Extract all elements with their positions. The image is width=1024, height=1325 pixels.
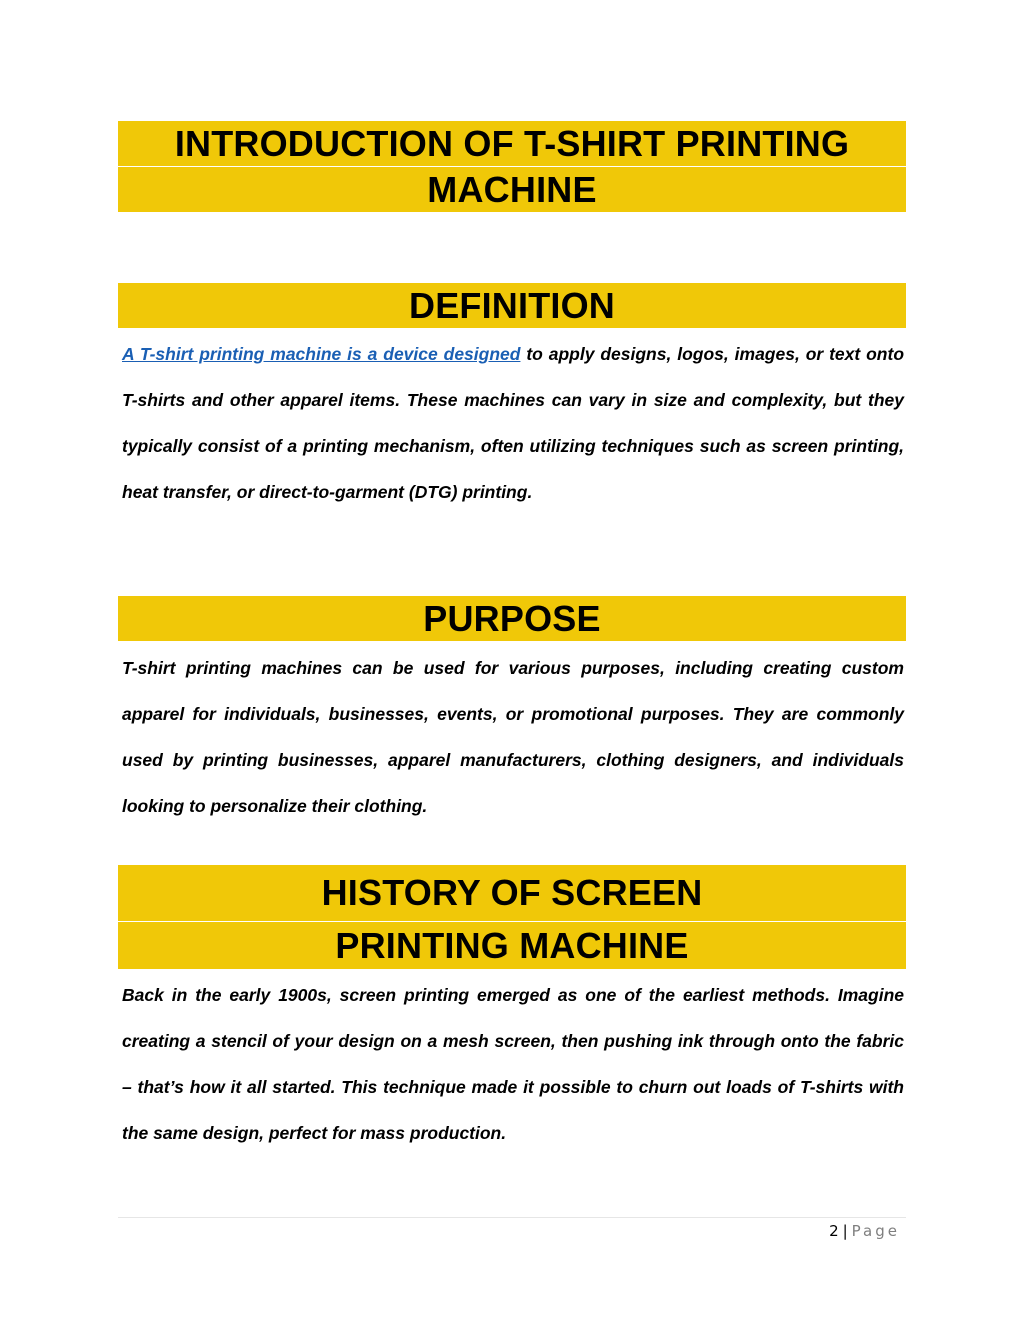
- intro-title-line1: INTRODUCTION OF T-SHIRT PRINTING: [174, 123, 850, 164]
- definition-heading-box: [118, 283, 906, 328]
- purpose-paragraph: [122, 645, 904, 829]
- definition-heading: DEFINITION: [409, 285, 615, 326]
- page-footer: [829, 1222, 900, 1240]
- history-heading-box: [118, 865, 906, 969]
- page-label: Page: [851, 1222, 900, 1240]
- intro-title-line2: MACHINE: [118, 166, 906, 212]
- purpose-body: T-shirt printing machines can be used for various purposes, including creating custom apparel for individuals, businesses, events, or promotional purposes. They are commonly used by printing businesses, apparel manufacturers, clothing designers, and individuals looking to personalize their clothing.: [122, 658, 904, 816]
- page-number: 2: [829, 1222, 839, 1240]
- definition-link[interactable]: A T-shirt printing machine is a device designed: [122, 344, 521, 364]
- footer-separator: |: [842, 1222, 848, 1240]
- history-heading-line1: HISTORY OF SCREEN: [321, 872, 703, 913]
- footer-divider: [118, 1217, 906, 1218]
- history-heading-line2: PRINTING MACHINE: [118, 921, 906, 969]
- history-body: Back in the early 1900s, screen printing emerged as one of the earliest methods. Imagine creating a stencil of your design on a mesh screen, then pushing ink through onto the fabric – that’s how it all started. This technique made it possible to churn out loads of T-shirts with the same design, perfect for mass production.: [122, 985, 904, 1143]
- intro-title-box: [118, 121, 906, 212]
- purpose-heading: PURPOSE: [423, 598, 601, 639]
- history-paragraph: [122, 972, 904, 1156]
- purpose-heading-box: [118, 596, 906, 641]
- definition-body: to apply designs, logos, images, or text onto T-shirts and other apparel items. These machines can vary in size and complexity, but they typically consist of a printing mechanism, often utilizing techniques such as screen printing, heat transfer, or direct-to-garment (DTG) printing.: [122, 344, 905, 502]
- definition-paragraph: [122, 331, 904, 515]
